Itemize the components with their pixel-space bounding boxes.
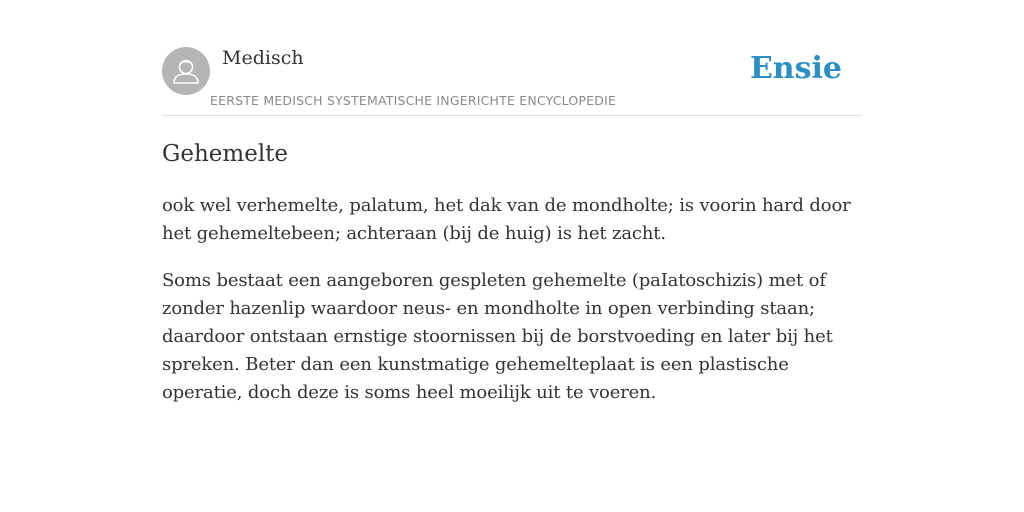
source-name[interactable]: Medisch (222, 47, 304, 69)
page-container (162, 0, 862, 512)
source-avatar[interactable] (162, 47, 210, 95)
article-body (162, 192, 862, 426)
article-paragraph: Soms bestaat een aangeboren gespleten gehemelte (paIatoschizis) met of zonder hazenlip waardoor neus- en mondholte in open verbinding staan; daardoor ontstaan ernstige stoornissen bij de borstvoeding en later bij het spreken. Beter dan een kunstmatige gehemelteplaat is een plastische operatie, doch deze is soms heel moeilijk uit te voeren. (162, 270, 833, 403)
article-title: Gehemelte (162, 141, 289, 167)
brand-logo[interactable]: Ensie (749, 51, 842, 86)
source-subtitle: EERSTE MEDISCH SYSTEMATISCHE INGERICHTE ENCYCLOPEDIE (210, 93, 617, 108)
article-paragraph: ook wel verhemelte, palatum, het dak van de mondholte; is voorin hard door het gehemeltebeen; achteraan (bij de huig) is het zacht. (162, 195, 851, 244)
header (162, 0, 862, 116)
